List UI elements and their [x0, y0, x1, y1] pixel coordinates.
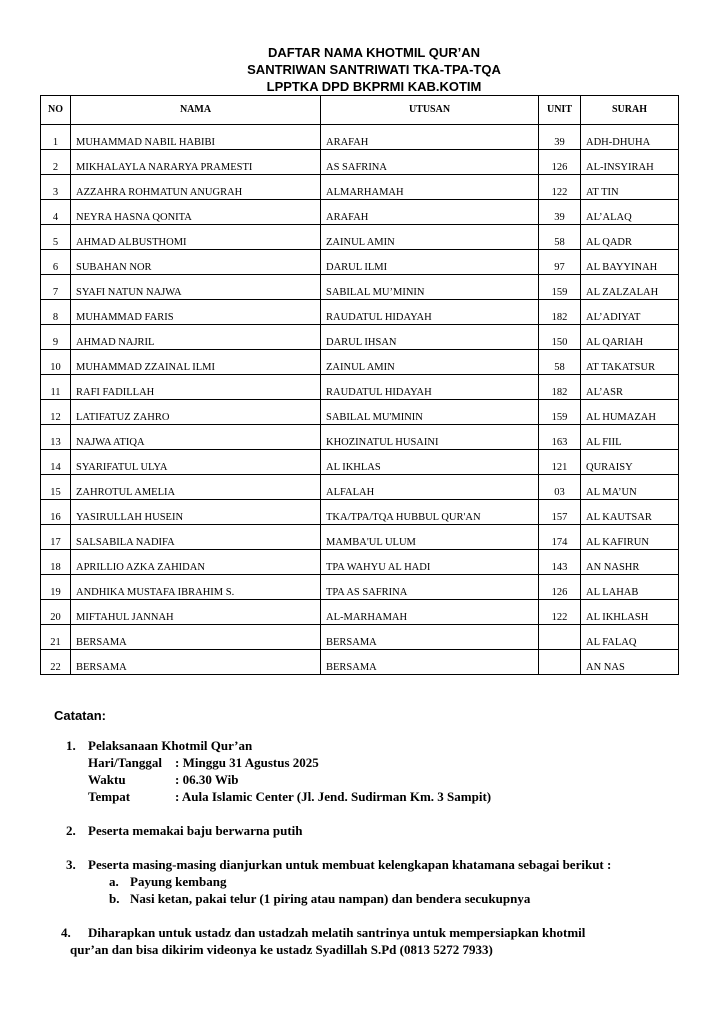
cell-utusan: AS SAFRINA [321, 150, 539, 175]
table-row [41, 250, 679, 275]
cell-unit: 126 [539, 575, 581, 600]
cell-unit: 126 [539, 150, 581, 175]
cell-no: 10 [41, 350, 71, 375]
cell-nama: BERSAMA [71, 625, 321, 650]
cell-surah: AL’ASR [581, 375, 679, 400]
cell-unit: 143 [539, 550, 581, 575]
document-title [0, 44, 718, 95]
cell-utusan: DARUL IHSAN [321, 325, 539, 350]
cell-no: 20 [41, 600, 71, 625]
cell-nama: SUBAHAN NOR [71, 250, 321, 275]
cell-utusan: ALMARHAMAH [321, 175, 539, 200]
cell-no: 13 [41, 425, 71, 450]
cell-no: 6 [41, 250, 71, 275]
column-header-utusan: UTUSAN [321, 96, 539, 125]
cell-surah: AL’ADIYAT [581, 300, 679, 325]
cell-unit: 39 [539, 200, 581, 225]
cell-surah: AL ZALZALAH [581, 275, 679, 300]
cell-utusan: KHOZINATUL HUSAINI [321, 425, 539, 450]
cell-utusan: ZAINUL AMIN [321, 350, 539, 375]
cell-no: 11 [41, 375, 71, 400]
note-3-number: 3. [66, 857, 76, 872]
cell-utusan: BERSAMA [321, 625, 539, 650]
cell-nama: MUHAMMAD FARIS [71, 300, 321, 325]
cell-utusan: BERSAMA [321, 650, 539, 675]
cell-utusan: AL-MARHAMAH [321, 600, 539, 625]
cell-surah: AL QADR [581, 225, 679, 250]
cell-nama: SYAFI NATUN NAJWA [71, 275, 321, 300]
cell-utusan: RAUDATUL HIDAYAH [321, 300, 539, 325]
cell-surah: AT TAKATSUR [581, 350, 679, 375]
cell-utusan: ARAFAH [321, 125, 539, 150]
time-value: : 06.30 Wib [175, 772, 239, 787]
table-row [41, 150, 679, 175]
note-3b-text: Nasi ketan, pakai telur (1 piring atau nampan) dan bendera secukupnya [130, 891, 531, 906]
title-line-2: SANTRIWAN SANTRIWATI TKA-TPA-TQA [247, 62, 501, 77]
table-row [41, 275, 679, 300]
cell-nama: SYARIFATUL ULYA [71, 450, 321, 475]
cell-unit: 122 [539, 175, 581, 200]
cell-nama: AHMAD NAJRIL [71, 325, 321, 350]
note-4-line-2: qur’an dan bisa dikirim videonya ke ustadz Syadillah S.Pd (0813 5272 7933) [70, 942, 493, 957]
cell-surah: AL LAHAB [581, 575, 679, 600]
cell-no: 22 [41, 650, 71, 675]
cell-unit: 150 [539, 325, 581, 350]
note-1-time [88, 771, 238, 788]
table-row [41, 575, 679, 600]
cell-utusan: ZAINUL AMIN [321, 225, 539, 250]
date-value: : Minggu 31 Agustus 2025 [175, 755, 319, 770]
cell-surah: AT TIN [581, 175, 679, 200]
cell-utusan: AL IKHLAS [321, 450, 539, 475]
table-row [41, 225, 679, 250]
cell-nama: SALSABILA NADIFA [71, 525, 321, 550]
cell-unit: 159 [539, 400, 581, 425]
cell-nama: RAFI FADILLAH [71, 375, 321, 400]
cell-no: 3 [41, 175, 71, 200]
cell-no: 9 [41, 325, 71, 350]
note-1-title: Pelaksanaan Khotmil Qur’an [88, 738, 253, 753]
cell-unit: 182 [539, 375, 581, 400]
cell-no: 12 [41, 400, 71, 425]
cell-nama: AHMAD ALBUSTHOMI [71, 225, 321, 250]
cell-surah: AL’ALAQ [581, 200, 679, 225]
table-row [41, 125, 679, 150]
cell-surah: AL KAFIRUN [581, 525, 679, 550]
table-row [41, 625, 679, 650]
cell-utusan: SABILAL MU’MININ [321, 275, 539, 300]
notes-heading: Catatan: [54, 708, 107, 723]
cell-unit: 58 [539, 225, 581, 250]
cell-surah: AL KAUTSAR [581, 500, 679, 525]
cell-no: 8 [41, 300, 71, 325]
cell-surah: AL IKHLASH [581, 600, 679, 625]
table-row [41, 200, 679, 225]
cell-utusan: ARAFAH [321, 200, 539, 225]
table-row [41, 325, 679, 350]
cell-surah: AN NASHR [581, 550, 679, 575]
cell-nama: ZAHROTUL AMELIA [71, 475, 321, 500]
cell-unit: 39 [539, 125, 581, 150]
note-3b-letter: b. [109, 891, 120, 906]
cell-unit: 163 [539, 425, 581, 450]
cell-unit: 121 [539, 450, 581, 475]
cell-nama: NEYRA HASNA QONITA [71, 200, 321, 225]
cell-unit [539, 650, 581, 675]
cell-nama: MIKHALAYLA NARARYA PRAMESTI [71, 150, 321, 175]
note-3a-letter: a. [109, 874, 119, 889]
cell-no: 16 [41, 500, 71, 525]
cell-unit: 122 [539, 600, 581, 625]
cell-surah: AL HUMAZAH [581, 400, 679, 425]
cell-no: 18 [41, 550, 71, 575]
cell-unit [539, 625, 581, 650]
cell-surah: AL-INSYIRAH [581, 150, 679, 175]
place-label: Tempat [88, 789, 131, 804]
cell-unit: 182 [539, 300, 581, 325]
title-line-1: DAFTAR NAMA KHOTMIL QUR’AN [267, 45, 481, 60]
cell-surah: AL MA’UN [581, 475, 679, 500]
table-row [41, 500, 679, 525]
table-row [41, 525, 679, 550]
cell-utusan: ALFALAH [321, 475, 539, 500]
title-line-3: LPPTKA DPD BKPRMI KAB.KOTIM [266, 79, 482, 94]
note-3a-text: Payung kembang [130, 874, 227, 889]
cell-nama: BERSAMA [71, 650, 321, 675]
cell-no: 5 [41, 225, 71, 250]
cell-utusan: DARUL ILMI [321, 250, 539, 275]
cell-surah: AN NAS [581, 650, 679, 675]
cell-nama: YASIRULLAH HUSEIN [71, 500, 321, 525]
table-row [41, 300, 679, 325]
note-2-text: Peserta memakai baju berwarna putih [88, 823, 303, 838]
cell-unit: 174 [539, 525, 581, 550]
note-4-line-1: Diharapkan untuk ustadz dan ustadzah melatih santrinya untuk mempersiapkan khotmil [88, 925, 586, 940]
cell-utusan: RAUDATUL HIDAYAH [321, 375, 539, 400]
table-header-row [41, 96, 679, 125]
table-row [41, 650, 679, 675]
table-row [41, 375, 679, 400]
column-header-surah: SURAH [581, 96, 679, 125]
note-3-text: Peserta masing-masing dianjurkan untuk membuat kelengkapan khatamana sebagai berikut : [88, 857, 612, 872]
table-row [41, 475, 679, 500]
cell-nama: ANDHIKA MUSTAFA IBRAHIM S. [71, 575, 321, 600]
time-label: Waktu [88, 772, 126, 787]
note-1-date [88, 754, 319, 771]
cell-unit: 97 [539, 250, 581, 275]
cell-no: 7 [41, 275, 71, 300]
column-header-no: NO [41, 96, 71, 125]
cell-unit: 03 [539, 475, 581, 500]
cell-no: 14 [41, 450, 71, 475]
participants-table [40, 95, 679, 675]
cell-surah: ADH-DHUHA [581, 125, 679, 150]
cell-surah: QURAISY [581, 450, 679, 475]
date-label: Hari/Tanggal [88, 755, 162, 770]
place-value: : Aula Islamic Center (Jl. Jend. Sudirman Km. 3 Sampit) [175, 789, 492, 804]
column-header-nama: NAMA [71, 96, 321, 125]
cell-nama: MIFTAHUL JANNAH [71, 600, 321, 625]
note-1-place [88, 788, 491, 805]
note-2-number: 2. [66, 823, 76, 838]
cell-nama: MUHAMMAD NABIL HABIBI [71, 125, 321, 150]
cell-utusan: TPA WAHYU AL HADI [321, 550, 539, 575]
cell-no: 21 [41, 625, 71, 650]
note-4-number: 4. [61, 925, 71, 940]
table-row [41, 400, 679, 425]
cell-nama: AZZAHRA ROHMATUN ANUGRAH [71, 175, 321, 200]
cell-no: 4 [41, 200, 71, 225]
cell-no: 19 [41, 575, 71, 600]
cell-no: 1 [41, 125, 71, 150]
cell-utusan: SABILAL MU'MININ [321, 400, 539, 425]
cell-surah: AL QARIAH [581, 325, 679, 350]
table-row [41, 175, 679, 200]
table-body [41, 125, 679, 675]
cell-no: 15 [41, 475, 71, 500]
table-row [41, 600, 679, 625]
table-row [41, 350, 679, 375]
cell-surah: AL FIIL [581, 425, 679, 450]
cell-utusan: MAMBA'UL ULUM [321, 525, 539, 550]
cell-surah: AL BAYYINAH [581, 250, 679, 275]
cell-utusan: TKA/TPA/TQA HUBBUL QUR'AN [321, 500, 539, 525]
table-row [41, 550, 679, 575]
cell-nama: NAJWA ATIQA [71, 425, 321, 450]
cell-no: 2 [41, 150, 71, 175]
table-row [41, 425, 679, 450]
cell-unit: 157 [539, 500, 581, 525]
cell-utusan: TPA AS SAFRINA [321, 575, 539, 600]
cell-surah: AL FALAQ [581, 625, 679, 650]
cell-nama: MUHAMMAD ZZAINAL ILMI [71, 350, 321, 375]
cell-unit: 159 [539, 275, 581, 300]
cell-unit: 58 [539, 350, 581, 375]
note-1-number: 1. [66, 738, 76, 753]
table-row [41, 450, 679, 475]
cell-no: 17 [41, 525, 71, 550]
cell-nama: APRILLIO AZKA ZAHIDAN [71, 550, 321, 575]
column-header-unit: UNIT [539, 96, 581, 125]
cell-nama: LATIFATUZ ZAHRO [71, 400, 321, 425]
